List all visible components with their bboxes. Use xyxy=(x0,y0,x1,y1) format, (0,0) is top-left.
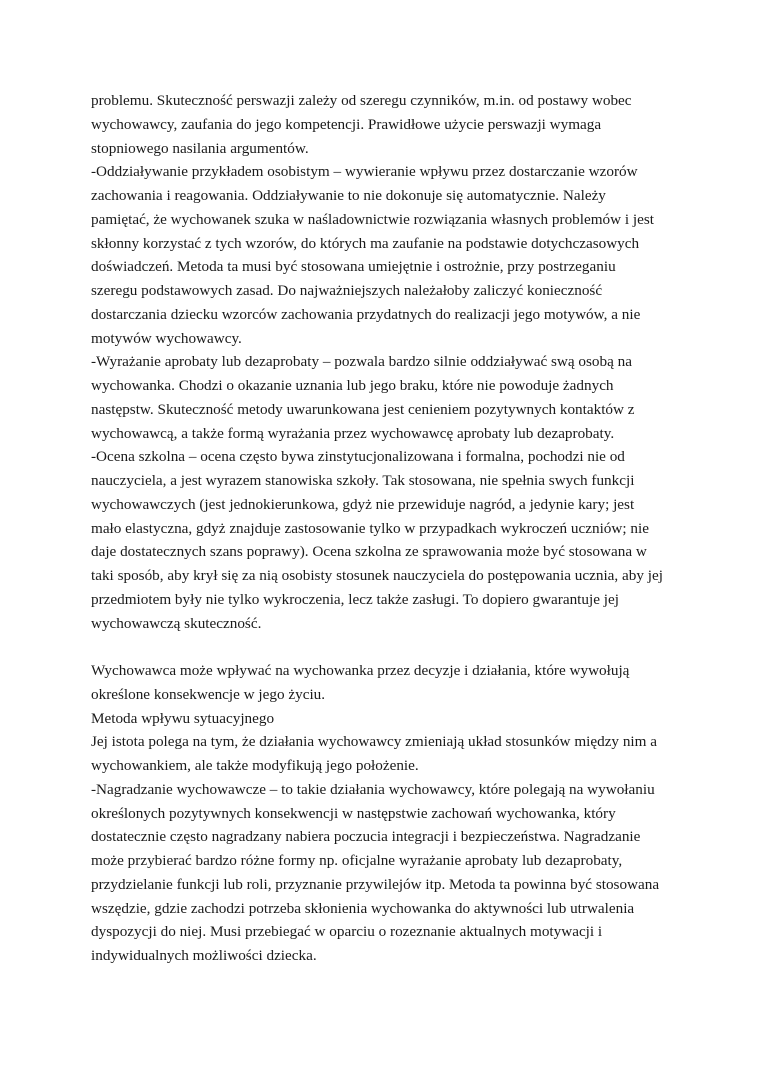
text-line: -Nagradzanie wychowawcze – to takie działania wychowawcy, które polegają na wywołaniu xyxy=(91,780,655,798)
text-line: następstw. Skuteczność metody uwarunkowana jest cenieniem pozytywnych kontaktów z xyxy=(91,400,635,418)
text-line: wychowanka. Chodzi o okazanie uznania lub jego braku, które nie powoduje żadnych xyxy=(91,377,614,394)
text-line: zachowania i reagowania. Oddziaływanie to nie dokonuje się automatycznie. Należy xyxy=(91,187,606,204)
text-line: daje dostatecznych szans poprawy). Ocena szkolna ze sprawowania może być stosowana w xyxy=(91,543,647,561)
text-line: wychowawcy, zaufania do jego kompetencji. Prawidłowe użycie perswazji wymaga xyxy=(91,115,602,133)
text-line: może przybierać bardzo różne formy np. oficjalne wyrażanie aprobaty lub dezaprobaty, xyxy=(91,852,623,869)
text-line: dyspozycji do niej. Musi przebiegać w oparciu o rozeznanie aktualnych motywacji i xyxy=(91,923,603,941)
text-line: wychowawczą skuteczność. xyxy=(91,614,262,632)
text-line: -Ocena szkolna – ocena często bywa zinstytucjonalizowana i formalna, pochodzi nie od xyxy=(91,448,625,466)
text-line: wychowawczych (jest jednokierunkowa, gdyż nie przewiduje nagród, a jedynie kary; jest xyxy=(91,495,635,513)
text-line: określone konsekwencje w jego życiu. xyxy=(91,685,326,703)
text-line: -Wyrażanie aprobaty lub dezaprobaty – pozwala bardzo silnie oddziaływać swą osobą na xyxy=(91,353,632,371)
paragraph-spacer xyxy=(91,635,691,659)
paragraph-essence xyxy=(91,730,691,778)
paragraph-personal-example xyxy=(91,160,691,350)
text-line: problemu. Skuteczność perswazji zależy od szeregu czynników, m.in. od postawy wobec xyxy=(91,92,632,109)
text-line: Jej istota polega na tym, że działania wychowawcy zmieniają układ stosunków między nim a xyxy=(91,733,657,751)
text-line: wychowawcą, a także formą wyrażania przez wychowawcę aprobaty lub dezaprobaty. xyxy=(91,424,615,442)
paragraph-decisions xyxy=(91,659,691,707)
text-line: skłonny korzystać z tych wzorów, do których ma zaufanie na podstawie dotychczasowych xyxy=(91,234,640,252)
text-line: przedmiotem były nie tylko wykroczenia, lecz także zasługi. To dopiero gwarantuje jej xyxy=(91,590,619,608)
document-body xyxy=(91,89,691,968)
text-line: stopniowego nasilania argumentów. xyxy=(91,139,309,157)
paragraph-school-grade xyxy=(91,445,691,635)
text-line: mało elastyczna, gdyż znajduje zastosowanie tylko w przypadkach wykroczeń uczniów; nie xyxy=(91,519,649,537)
paragraph-rewarding xyxy=(91,778,691,968)
text-line: dostarczania dziecku wzorców zachowania przydatnych do realizacji jego motywów, a nie xyxy=(91,305,641,323)
section-heading: Metoda wpływu sytuacyjnego xyxy=(91,709,275,727)
text-line: doświadczeń. Metoda ta musi być stosowana umiejętnie i ostrożnie, przy postrzeganiu xyxy=(91,258,616,276)
text-line: przydzielanie funkcji lub roli, przyznanie przywilejów itp. Metoda ta powinna być stosowana xyxy=(91,875,660,893)
paragraph-approval xyxy=(91,350,691,445)
text-line: szeregu podstawowych zasad. Do najważniejszych należałoby zaliczyć konieczność xyxy=(91,282,603,299)
text-line: Wychowawca może wpływać na wychowanka przez decyzje i działania, które wywołują xyxy=(91,662,630,679)
paragraph-persuasion xyxy=(91,89,691,160)
text-line: motywów wychowawcy. xyxy=(91,329,242,347)
text-line: pamiętać, że wychowanek szuka w naśladownictwie rozwiązania własnych problemów i jest xyxy=(91,210,654,228)
text-line: określonych pozytywnych konsekwencji w następstwie zachowań wychowanka, który xyxy=(91,804,616,822)
text-line: dostatecznie często nagradzany nabiera poczucia integracji i bezpieczeństwa. Nagradzanie xyxy=(91,828,641,846)
text-line: wychowankiem, ale także modyfikują jego położenie. xyxy=(91,757,419,774)
text-line: wszędzie, gdzie zachodzi potrzeba skłonienia wychowanka do aktywności lub utrwalenia xyxy=(91,899,635,917)
text-line: taki sposób, aby krył się za nią osobisty stosunek nauczyciela do postępowania ucznia, aby jej xyxy=(91,567,663,584)
text-line: nauczyciela, a jest wyrazem stanowiska szkoły. Tak stosowana, nie spełnia swych funkcji xyxy=(91,472,635,489)
text-line: -Oddziaływanie przykładem osobistym – wywieranie wpływu przez dostarczanie wzorów xyxy=(91,163,638,181)
text-line: indywidualnych możliwości dziecka. xyxy=(91,947,317,964)
